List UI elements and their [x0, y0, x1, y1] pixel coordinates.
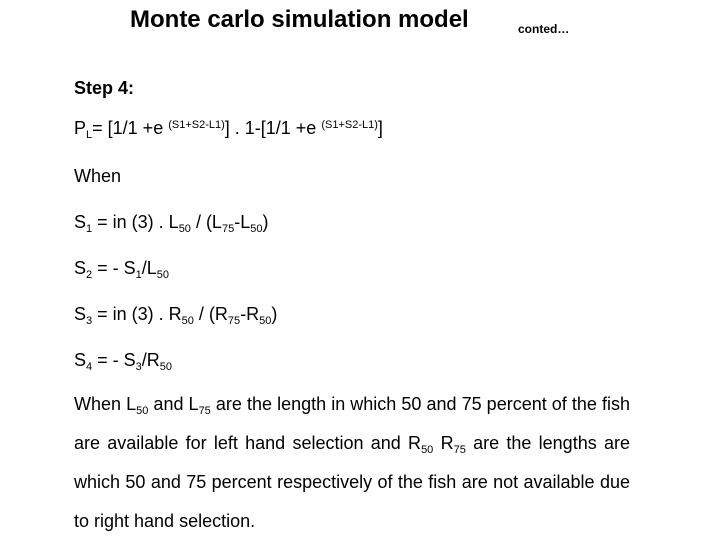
s4-text-b: /R [141, 350, 160, 370]
s2-text-b: /L [141, 258, 157, 278]
s1-text-d: ) [262, 212, 269, 232]
para-text-2: and L [148, 394, 199, 414]
s3-sub-a: 50 [181, 315, 194, 327]
s2-var: S [74, 258, 87, 278]
s2-sub-a: 1 [135, 269, 142, 281]
s1-text-b: / (L [190, 212, 222, 232]
s3-sub-c: 50 [259, 315, 272, 327]
equation-s3 [74, 304, 277, 325]
para-text-4: R [433, 433, 454, 453]
formula-exponent-1: (S1+S2-L1) [168, 119, 225, 131]
when-label: When [74, 166, 122, 186]
equation-s4 [74, 350, 172, 371]
probability-formula [74, 118, 383, 139]
s3-text-a: = in (3) . R [92, 304, 182, 324]
s3-text-d: ) [271, 304, 278, 324]
s4-var: S [74, 350, 87, 370]
s3-var: S [74, 304, 87, 324]
s1-var: S [74, 212, 87, 232]
formula-part-3: ] [377, 118, 383, 138]
s4-text-a: = - S [92, 350, 136, 370]
formula-p-sub: L [86, 129, 93, 141]
s3-text-b: / (R [193, 304, 228, 324]
formula-exponent-2: (S1+S2-L1) [321, 119, 378, 131]
para-sub-2: 75 [198, 405, 211, 417]
s2-text-a: = - S [92, 258, 136, 278]
formula-p: P [74, 118, 87, 138]
s4-var-sub: 4 [86, 361, 93, 373]
s4-sub-a: 3 [135, 361, 142, 373]
formula-part-2: ] . 1-[1/1 +e [224, 118, 322, 138]
equation-s2 [74, 258, 169, 279]
s1-sub-c: 50 [250, 223, 263, 235]
s2-var-sub: 2 [86, 269, 93, 281]
continued-label: conted… [518, 22, 570, 36]
para-sub-1: 50 [136, 405, 149, 417]
para-sub-3: 50 [421, 444, 434, 456]
s1-text-c: -L [234, 212, 251, 232]
explanation-paragraph [74, 385, 630, 541]
para-text-1: When L [74, 394, 137, 414]
s3-sub-b: 75 [227, 315, 241, 327]
s1-sub-a: 50 [178, 223, 191, 235]
s1-text-a: = in (3) . L [92, 212, 179, 232]
s2-sub-b: 50 [156, 269, 170, 281]
s1-var-sub: 1 [86, 223, 93, 235]
formula-part-1: = [1/1 +e [92, 118, 169, 138]
equation-s1 [74, 212, 268, 233]
slide-title: Monte carlo simulation model [130, 6, 469, 33]
step-label: Step 4: [74, 78, 135, 98]
s1-sub-b: 75 [221, 223, 235, 235]
s4-sub-b: 50 [159, 361, 173, 373]
para-text-5: are the lengths are which 50 and 75 percent respectively of the fish are not available due to right hand selection. [74, 433, 630, 531]
s3-var-sub: 3 [86, 315, 93, 327]
para-text-3: are the length in which 50 and 75 percent of the fish are available for left hand selection and R [74, 394, 630, 453]
para-sub-4: 75 [453, 444, 466, 456]
s3-text-c: -R [240, 304, 260, 324]
